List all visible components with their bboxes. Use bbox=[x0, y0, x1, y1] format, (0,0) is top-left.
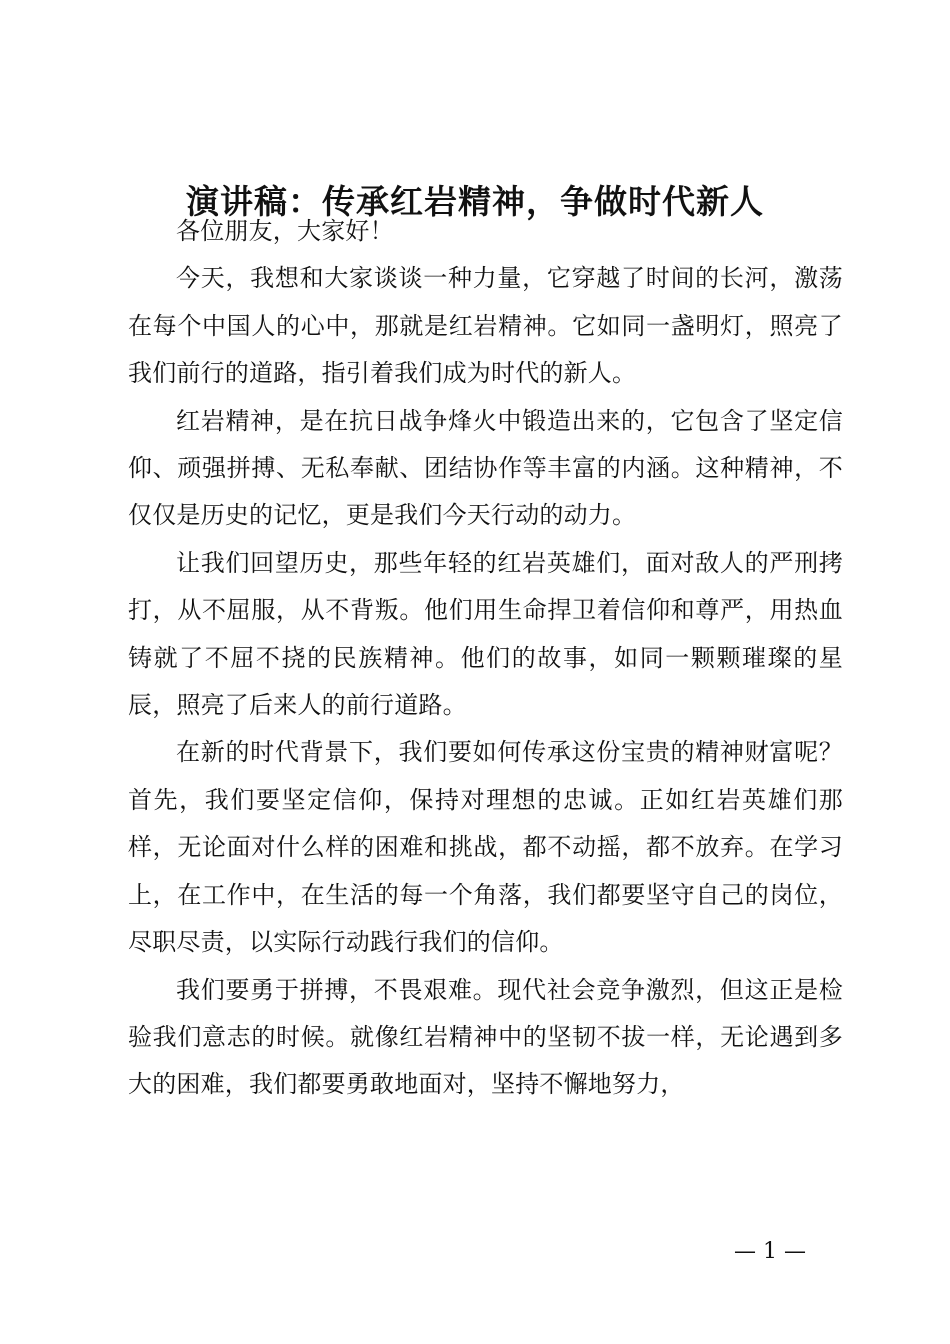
paragraph-history: 让我们回望历史，那些年轻的红岩英雄们，面对敌人的严刑拷打，从不屈服，从不背叛。他们用生命捍卫着信仰和尊严，用热血铸就了不屈不挠的民族精神。他们的故事，如同一颗颗璀璨的星辰，照亮了后来人的前行道路。 bbox=[128, 548, 843, 720]
paragraph-spirit-meaning: 红岩精神，是在抗日战争烽火中锻造出来的，它包含了坚定信仰、顽强拼搏、无私奉献、团结协作等丰富的内涵。这种精神，不仅仅是历史的记忆，更是我们今天行动的动力。 bbox=[128, 406, 843, 530]
paragraph-faith: 在新的时代背景下，我们要如何传承这份宝贵的精神财富呢？首先，我们要坚定信仰，保持对理想的忠诚。正如红岩英雄们那样，无论面对什么样的困难和挑战，都不动摇，都不放弃。在学习上，在工作中，在生活的每一个角落，我们都要坚守自己的岗位，尽职尽责，以实际行动践行我们的信仰。 bbox=[128, 738, 843, 957]
document-title: 演讲稿：传承红岩精神，争做时代新人 bbox=[186, 182, 764, 221]
page-number: — 1 — bbox=[734, 1239, 806, 1264]
paragraph-greeting: 各位朋友，大家好！ bbox=[176, 217, 394, 245]
paragraph-perseverance: 我们要勇于拼搏，不畏艰难。现代社会竞争激烈，但这正是检验我们意志的时候。就像红岩精神中的坚韧不拔一样，无论遇到多大的困难，我们都要勇敢地面对，坚持不懈地努力， bbox=[128, 975, 843, 1099]
document-body bbox=[128, 208, 843, 1109]
paragraph-introduction: 今天，我想和大家谈谈一种力量，它穿越了时间的长河，激荡在每个中国人的心中，那就是红岩精神。它如同一盏明灯，照亮了我们前行的道路，指引着我们成为时代的新人。 bbox=[128, 264, 843, 388]
